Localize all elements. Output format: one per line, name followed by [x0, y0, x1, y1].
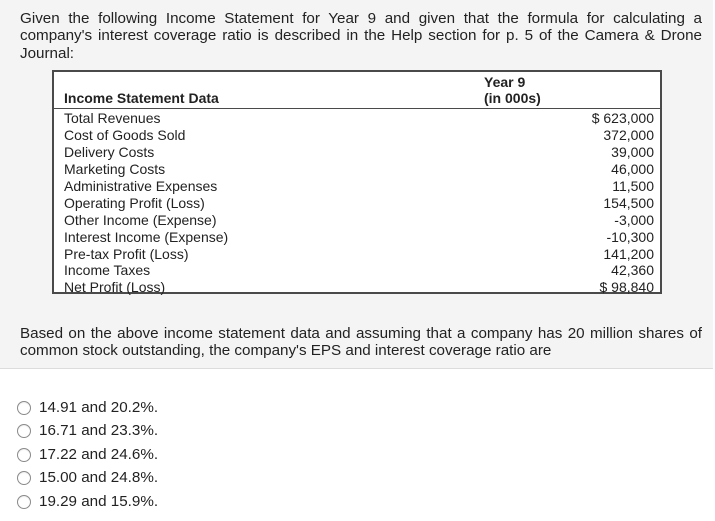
- answer-choice[interactable]: [17, 396, 158, 420]
- answer-choices: [17, 396, 158, 514]
- row-label: Other Income (Expense): [64, 211, 217, 228]
- row-label: Administrative Expenses: [64, 177, 218, 194]
- radio-button[interactable]: [17, 495, 31, 509]
- row-value: -10,300: [606, 228, 654, 245]
- row-value: -3,000: [614, 211, 654, 228]
- table-header-label: Income Statement Data: [64, 90, 219, 106]
- answer-choice-label[interactable]: 16.71 and 23.3%.: [39, 422, 159, 440]
- answer-choice[interactable]: [17, 420, 158, 444]
- answer-choice[interactable]: [17, 467, 158, 491]
- row-value: 141,200: [603, 245, 654, 262]
- row-value: 372,000: [603, 126, 654, 143]
- question-text: Based on the above income statement data and assuming that a company has 20 million shares of common stock outstanding, the company's EPS and interest coverage ratio are: [20, 325, 702, 360]
- column-header-year: Year 9: [484, 74, 526, 90]
- radio-button[interactable]: [17, 401, 31, 415]
- row-label: Marketing Costs: [64, 160, 166, 177]
- row-label: Cost of Goods Sold: [64, 126, 186, 143]
- row-label: Income Taxes: [64, 262, 151, 279]
- row-value: $ 623,000: [591, 110, 654, 126]
- column-header-units: (in 000s): [484, 90, 541, 106]
- income-statement-table: [52, 70, 662, 294]
- answer-choice[interactable]: [17, 443, 158, 467]
- row-labels-column: [64, 110, 424, 296]
- row-label: Delivery Costs: [64, 143, 155, 160]
- answer-choice-label[interactable]: 17.22 and 24.6%.: [39, 445, 159, 463]
- answer-choice-label[interactable]: 15.00 and 24.8%.: [39, 469, 159, 487]
- answer-choice-label[interactable]: 19.29 and 15.9%.: [39, 492, 159, 510]
- row-label: Total Revenues: [64, 110, 161, 126]
- row-values-column: [534, 110, 654, 296]
- row-label: Interest Income (Expense): [64, 228, 229, 245]
- answer-choice-label[interactable]: 14.91 and 20.2%.: [39, 398, 159, 416]
- radio-button[interactable]: [17, 471, 31, 485]
- row-label: Net Profit (Loss): [64, 279, 166, 296]
- row-value: 11,500: [612, 177, 654, 194]
- table-header-divider: [54, 108, 660, 109]
- row-label: Pre-tax Profit (Loss): [64, 245, 189, 262]
- table-column-header: [484, 74, 604, 106]
- row-label: Operating Profit (Loss): [64, 194, 205, 211]
- row-value: $ 98,840: [599, 279, 654, 296]
- radio-button[interactable]: [17, 448, 31, 462]
- row-value: 154,500: [603, 194, 654, 211]
- row-value: 39,000: [611, 143, 654, 160]
- row-value: 42,360: [611, 262, 654, 279]
- radio-button[interactable]: [17, 424, 31, 438]
- intro-text: Given the following Income Statement for Year 9 and given that the formula for calculating a company's interest coverage ratio is described in the Help section for p. 5 of the Camera & Drone Journal:: [20, 10, 702, 62]
- answer-choice[interactable]: [17, 490, 158, 514]
- row-value: 46,000: [611, 160, 654, 177]
